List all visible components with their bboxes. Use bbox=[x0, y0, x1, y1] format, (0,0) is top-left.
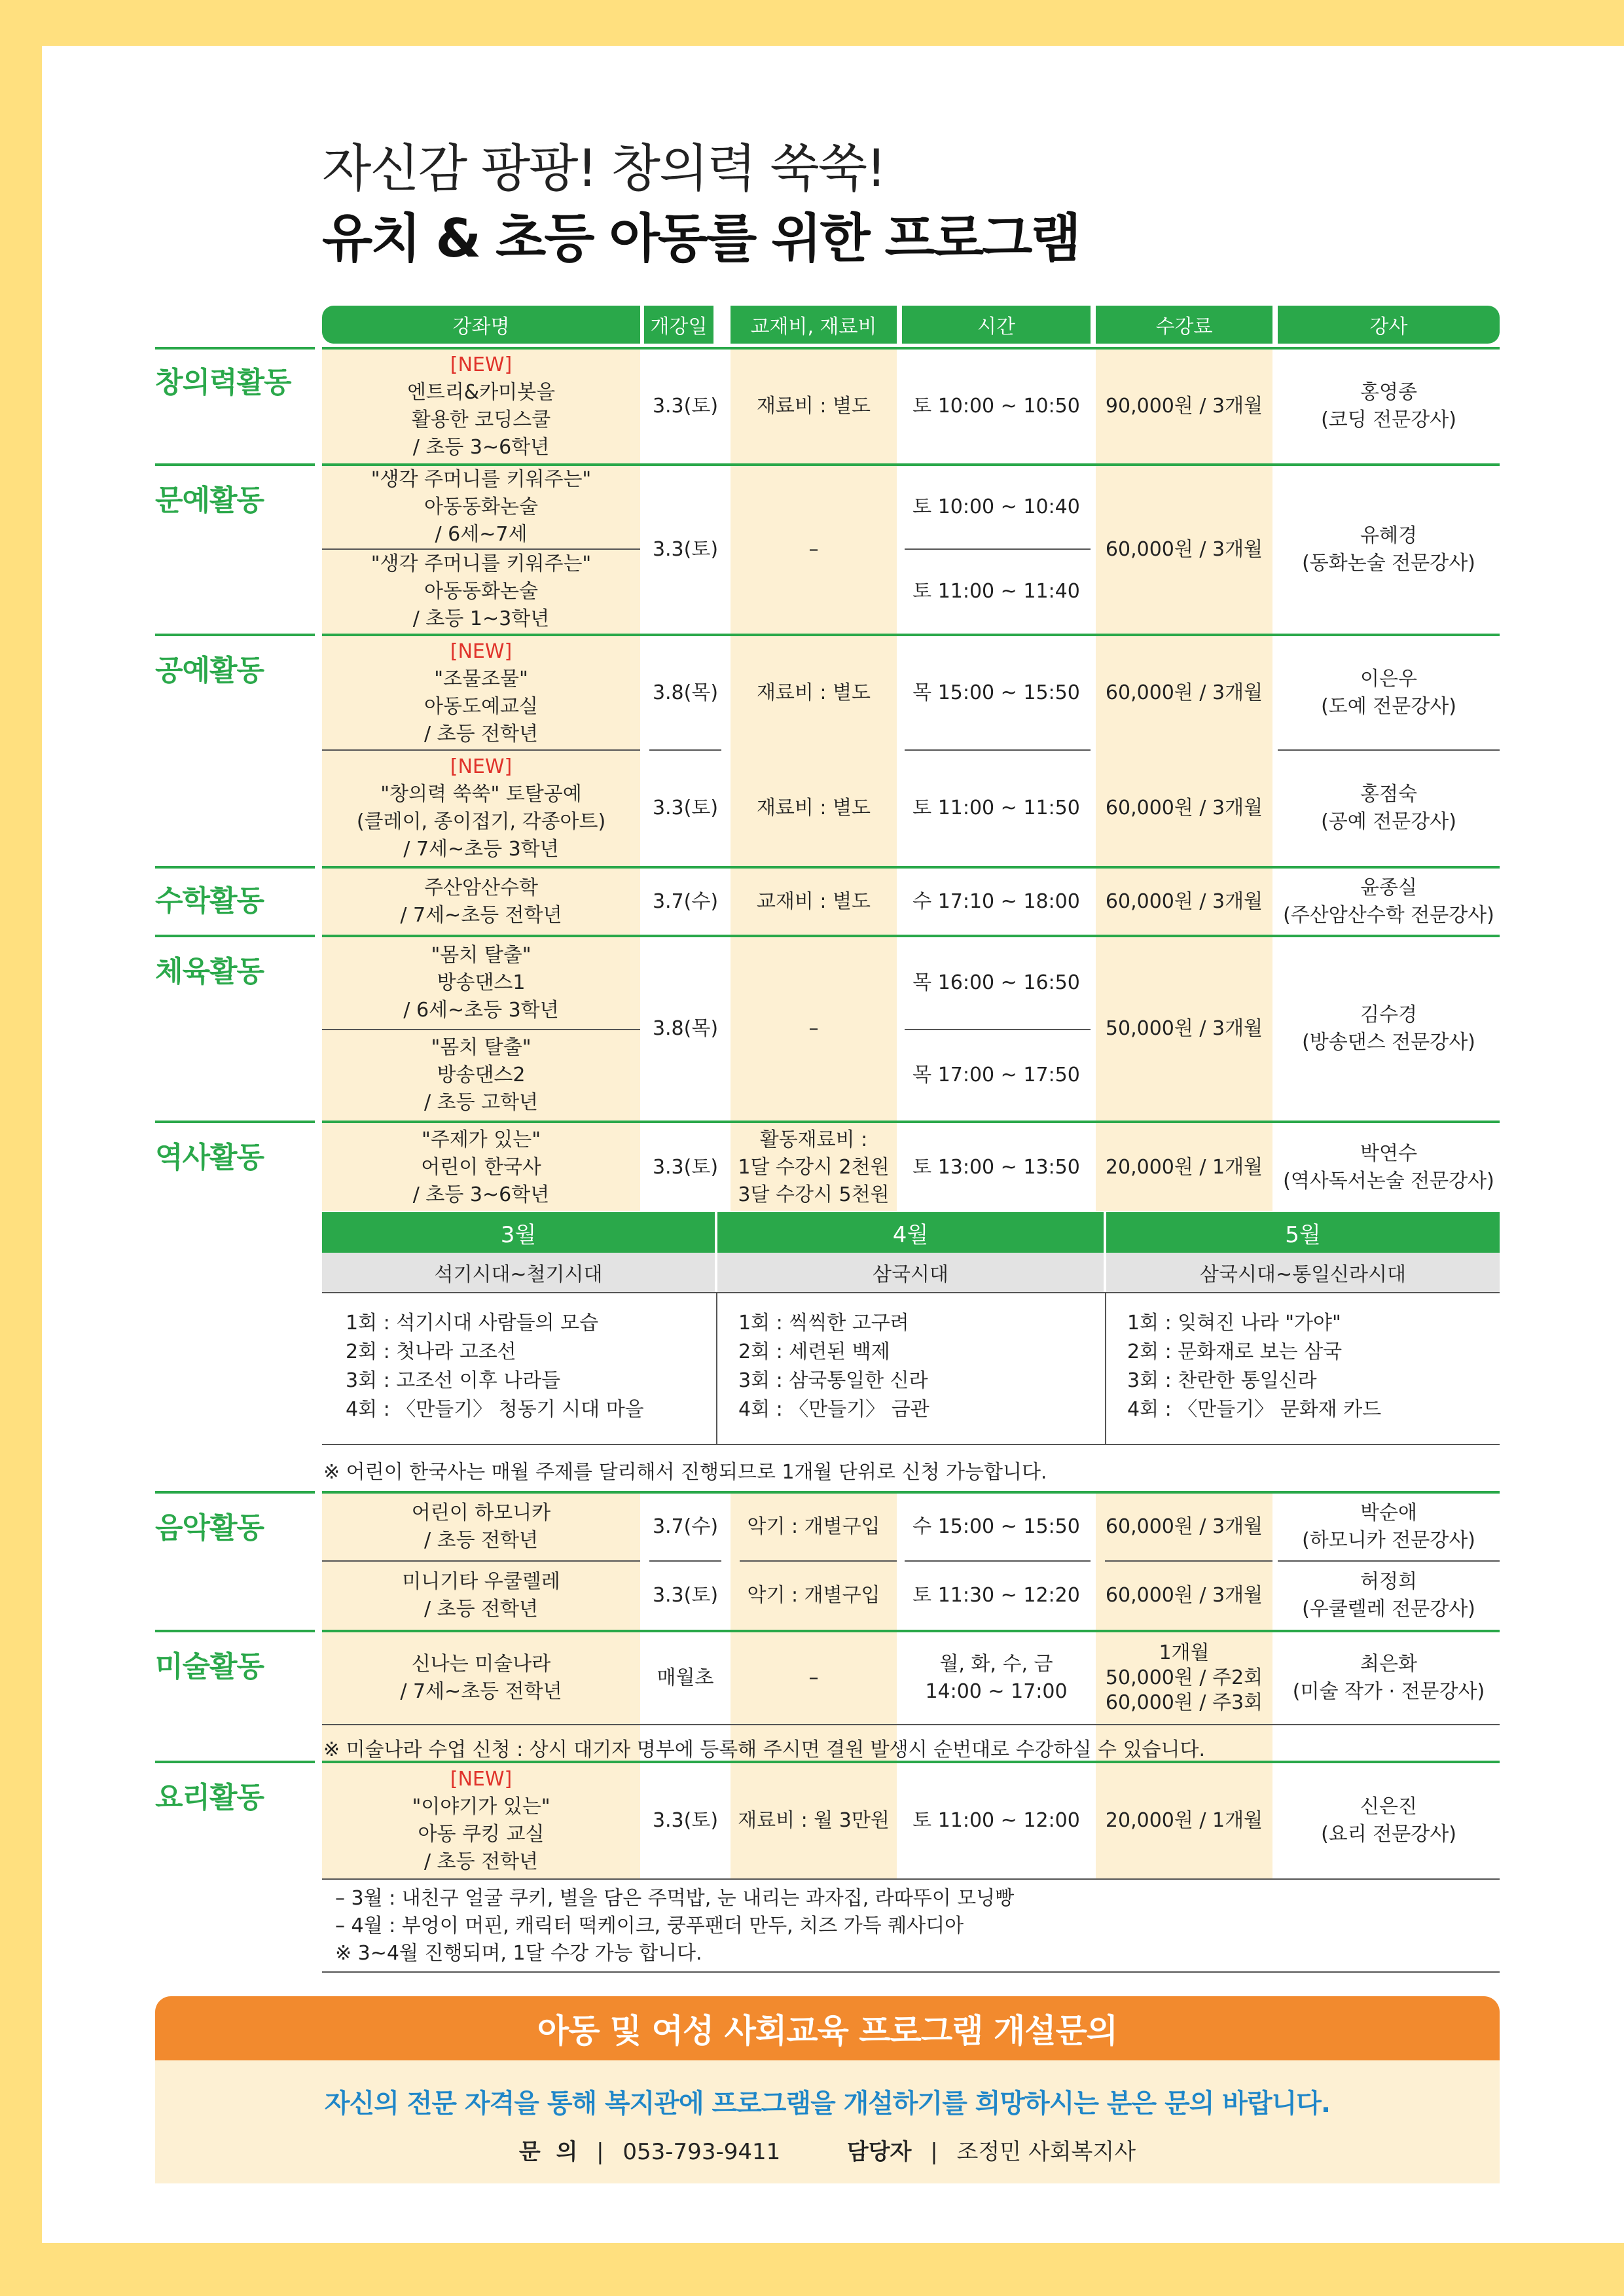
tuition: 90,000원 / 3개월 bbox=[1105, 395, 1263, 418]
teacher-name: 홍영종 bbox=[1360, 381, 1417, 404]
class-time: 토 10:00 ~ 10:40 bbox=[912, 495, 1080, 518]
course-title: (클레이, 종이접기, 각종아트) bbox=[356, 810, 606, 833]
course-title: 아동동화논술 bbox=[424, 495, 538, 518]
teacher bbox=[1278, 1123, 1500, 1212]
category-rule bbox=[155, 935, 315, 937]
course-title: "몸치 탈출" bbox=[431, 944, 532, 967]
teacher-role: (코딩 전문강사) bbox=[1321, 408, 1456, 431]
start-date: 3.7(수) bbox=[652, 1515, 719, 1538]
month-april: 4월 bbox=[717, 1212, 1104, 1253]
course-name bbox=[322, 751, 640, 866]
course-title: 엔트리&카미봇을 bbox=[406, 381, 556, 404]
class-time: 목 17:00 ~ 17:50 bbox=[912, 1064, 1080, 1086]
start-date: 3.3(토) bbox=[652, 1156, 719, 1179]
list-item: 1회 : 잊혀진 나라 "가야" bbox=[1127, 1312, 1341, 1335]
list-item: 2회 : 문화재로 보는 삼국 bbox=[1127, 1340, 1343, 1363]
category-music: 음악활동 bbox=[155, 1511, 264, 1545]
teacher-name: 박연수 bbox=[1360, 1142, 1417, 1165]
teacher bbox=[1278, 937, 1500, 1121]
header-start: 개강일 bbox=[644, 306, 713, 344]
material-fee: 교재비 : 별도 bbox=[756, 889, 871, 913]
list-item: 2회 : 세련된 백제 bbox=[738, 1340, 890, 1363]
era-may: 삼국시대~통일신라시대 bbox=[1106, 1253, 1500, 1292]
title-line2: 유치 & 초등 아동를 위한 프로그램 bbox=[322, 208, 1079, 269]
contact-banner: 아동 및 여성 사회교육 프로그램 개설문의 bbox=[155, 1996, 1500, 2060]
course-title: "이야기가 있는" bbox=[412, 1795, 550, 1818]
material-line: 3달 수강시 5천원 bbox=[738, 1183, 890, 1206]
class-time: 토 13:00 ~ 13:50 bbox=[912, 1156, 1080, 1179]
list-item: 3회 : 삼국통일한 신라 bbox=[738, 1369, 928, 1392]
category-rule bbox=[155, 1761, 315, 1763]
era-march: 석기시대~철기시대 bbox=[322, 1253, 715, 1292]
material-fee: 재료비 : 별도 bbox=[756, 681, 871, 704]
material-fee: 악기 : 개별구입 bbox=[747, 1515, 880, 1538]
class-time: 토 10:00 ~ 10:50 bbox=[912, 395, 1080, 418]
contact-message: 자신의 전문 자격을 통해 복지관에 프로그램을 개설하기를 희망하시는 분은 문의 바랍니다. bbox=[324, 2089, 1331, 2119]
start-date: 3.3(토) bbox=[652, 797, 719, 819]
art-note: ※ 미술나라 수업 신청 : 상시 대기자 명부에 등록해 주시면 결원 발생시 순번대로 수강하실 수 있습니다. bbox=[323, 1738, 1206, 1761]
list-item: ※ 3~4월 진행되며, 1달 수강 가능 합니다. bbox=[335, 1942, 702, 1965]
course-target: / 7세~초등 전학년 bbox=[400, 1680, 562, 1703]
teacher bbox=[1278, 1763, 1500, 1878]
tuition: 60,000원 / 3개월 bbox=[1105, 681, 1263, 704]
class-time: 토 11:00 ~ 12:00 bbox=[912, 1809, 1080, 1832]
teacher-role: (요리 전문강사) bbox=[1321, 1823, 1456, 1846]
plan-column-divider bbox=[1105, 1292, 1106, 1444]
plan-divider bbox=[322, 1444, 1500, 1445]
course-title: 어린이 하모니카 bbox=[411, 1501, 551, 1524]
course-title: 아동동화논술 bbox=[424, 580, 538, 603]
teacher-name: 신은진 bbox=[1360, 1795, 1417, 1818]
list-item: 3회 : 고조선 이후 나라들 bbox=[346, 1369, 561, 1392]
new-badge: [NEW] bbox=[450, 755, 513, 778]
teacher-role: (주산암산수학 전문강사) bbox=[1283, 903, 1494, 927]
teacher bbox=[1278, 466, 1500, 634]
category-rule bbox=[155, 634, 315, 636]
category-rule bbox=[155, 866, 315, 869]
category-rule bbox=[155, 1630, 315, 1632]
teacher bbox=[1278, 636, 1500, 749]
course-title: "조물조물" bbox=[434, 667, 528, 691]
course-name bbox=[322, 869, 640, 935]
tuition: 60,000원 / 3개월 bbox=[1105, 1515, 1263, 1538]
course-target: / 7세~초등 전학년 bbox=[400, 903, 562, 927]
course-name bbox=[322, 1562, 640, 1630]
class-time: 토 11:00 ~ 11:50 bbox=[912, 797, 1080, 819]
row-divider bbox=[322, 1878, 1500, 1880]
course-name bbox=[322, 550, 640, 634]
teacher-name: 허정희 bbox=[1360, 1570, 1417, 1593]
course-title: "생각 주머니를 키워주는" bbox=[370, 468, 592, 491]
course-title: "몸치 탈출" bbox=[431, 1036, 532, 1059]
start-date: 3.8(목) bbox=[652, 681, 719, 704]
tuition-line: 50,000원 / 주2회 bbox=[1105, 1666, 1263, 1689]
teacher-name: 최은화 bbox=[1360, 1653, 1417, 1676]
plan-column-divider bbox=[716, 1292, 717, 1444]
tuition: 20,000원 / 1개월 bbox=[1105, 1809, 1263, 1832]
teacher bbox=[1278, 350, 1500, 463]
tuition: 60,000원 / 3개월 bbox=[1105, 797, 1263, 819]
row-divider bbox=[322, 1971, 1500, 1973]
start-date: 3.3(토) bbox=[652, 1809, 719, 1832]
class-days: 월, 화, 수, 금 bbox=[939, 1653, 1053, 1676]
course-title: 활용한 코딩스쿨 bbox=[411, 408, 551, 431]
course-title: "생각 주머니를 키워주는" bbox=[370, 552, 592, 575]
category-sports: 체육활동 bbox=[155, 955, 264, 988]
teacher bbox=[1278, 1494, 1500, 1560]
course-target: / 초등 고학년 bbox=[424, 1091, 539, 1114]
category-rule bbox=[155, 347, 315, 350]
course-target: / 초등 3~6학년 bbox=[412, 1183, 550, 1206]
start-date: 3.7(수) bbox=[652, 889, 719, 913]
manager-name: 조정민 사회복지사 bbox=[956, 2139, 1136, 2165]
list-item: 4회 : 〈만들기〉 청동기 시대 마을 bbox=[346, 1398, 644, 1421]
class-time: 수 15:00 ~ 15:50 bbox=[912, 1515, 1080, 1538]
teacher-name: 유혜경 bbox=[1360, 524, 1417, 547]
plan-list-april bbox=[738, 1309, 929, 1424]
course-target: / 초등 전학년 bbox=[424, 1598, 539, 1621]
tuition: 60,000원 / 3개월 bbox=[1105, 889, 1263, 913]
new-badge: [NEW] bbox=[450, 639, 513, 663]
tuition: 50,000원 / 3개월 bbox=[1105, 1017, 1263, 1040]
material-fee: 재료비 : 월 3만원 bbox=[738, 1809, 890, 1832]
category-rule bbox=[155, 463, 315, 466]
teacher-name: 이은우 bbox=[1360, 667, 1417, 691]
course-name bbox=[322, 1632, 640, 1724]
month-march: 3월 bbox=[322, 1212, 715, 1253]
era-april: 삼국시대 bbox=[717, 1253, 1104, 1292]
course-name bbox=[322, 350, 640, 463]
tuition: 60,000원 / 3개월 bbox=[1105, 1584, 1263, 1607]
contact-label: 문 의 bbox=[518, 2139, 578, 2165]
tuition bbox=[1096, 1632, 1272, 1724]
manager-label: 담당자 bbox=[846, 2139, 912, 2165]
new-badge: [NEW] bbox=[450, 1768, 513, 1791]
material-fee: – bbox=[808, 1666, 819, 1689]
class-time: 목 15:00 ~ 15:50 bbox=[912, 681, 1080, 704]
teacher-role: (하모니카 전문강사) bbox=[1302, 1529, 1475, 1552]
course-title: 방송댄스2 bbox=[437, 1064, 526, 1086]
start-date: 매월초 bbox=[657, 1666, 714, 1689]
plan-list-march bbox=[346, 1309, 644, 1424]
tuition-line: 60,000원 / 주3회 bbox=[1105, 1691, 1263, 1714]
course-target: / 7세~초등 3학년 bbox=[403, 838, 559, 861]
contact-line: 문 의 | 053-793-9411 담당자 | 조정민 사회복지사 bbox=[518, 2139, 1136, 2165]
new-badge: [NEW] bbox=[450, 353, 513, 376]
category-literature: 문예활동 bbox=[155, 484, 264, 517]
material-fee: 악기 : 개별구입 bbox=[747, 1584, 880, 1607]
course-target: / 6세~7세 bbox=[435, 523, 528, 546]
header-teacher: 강사 bbox=[1278, 306, 1500, 344]
category-art: 미술활동 bbox=[155, 1650, 264, 1683]
course-target: / 초등 전학년 bbox=[424, 1529, 539, 1552]
material-fee: 재료비 : 별도 bbox=[756, 797, 871, 819]
month-may: 5월 bbox=[1106, 1212, 1500, 1253]
teacher-role: (동화논술 전문강사) bbox=[1302, 552, 1475, 575]
course-target: / 초등 3~6학년 bbox=[412, 436, 550, 459]
plan-divider bbox=[322, 1292, 1500, 1293]
row-divider bbox=[322, 1724, 1500, 1725]
teacher-role: (역사독서논술 전문강사) bbox=[1283, 1170, 1494, 1193]
history-note: ※ 어린이 한국사는 매월 주제를 달리해서 진행되므로 1개월 단위로 신청 가능합니다. bbox=[323, 1461, 1047, 1484]
material-fee: – bbox=[808, 1017, 819, 1040]
header-time: 시간 bbox=[902, 306, 1091, 344]
header-material: 교재비, 재료비 bbox=[731, 306, 897, 344]
start-date: 3.3(토) bbox=[652, 395, 719, 418]
teacher-role: (공예 전문강사) bbox=[1321, 810, 1456, 833]
list-item: 2회 : 첫나라 고조선 bbox=[346, 1340, 516, 1363]
class-time bbox=[902, 1632, 1091, 1724]
teacher-name: 홍점숙 bbox=[1360, 783, 1417, 806]
teacher bbox=[1278, 1562, 1500, 1630]
teacher-role: (방송댄스 전문강사) bbox=[1302, 1031, 1475, 1054]
course-name bbox=[322, 937, 640, 1029]
course-title: 주산암산수학 bbox=[424, 876, 538, 899]
class-time: 토 11:30 ~ 12:20 bbox=[912, 1584, 1080, 1607]
course-title: 아동 쿠킹 교실 bbox=[418, 1823, 545, 1846]
material-line: 1달 수강시 2천원 bbox=[738, 1156, 890, 1179]
list-item: – 4월 : 부엉이 머핀, 캐릭터 떡케이크, 쿵푸팬더 만두, 치즈 가득 퀘사디아 bbox=[335, 1914, 964, 1937]
course-title: 방송댄스1 bbox=[437, 971, 526, 994]
category-history: 역사활동 bbox=[155, 1141, 264, 1174]
teacher-name: 박순애 bbox=[1360, 1501, 1417, 1524]
title-line1: 자신감 팡팡! 창의력 쑥쑥! bbox=[322, 139, 886, 198]
class-time: 목 16:00 ~ 16:50 bbox=[912, 971, 1080, 994]
class-hours: 14:00 ~ 17:00 bbox=[925, 1680, 1068, 1703]
course-target: / 초등 전학년 bbox=[424, 1850, 539, 1873]
teacher-role: (도예 전문강사) bbox=[1321, 694, 1456, 718]
teacher bbox=[1278, 869, 1500, 935]
material-line: 활동재료비 : bbox=[759, 1128, 868, 1151]
teacher-name: 윤종실 bbox=[1360, 876, 1417, 899]
list-item: 4회 : 〈만들기〉 문화재 카드 bbox=[1127, 1398, 1382, 1421]
material-fee: 재료비 : 별도 bbox=[756, 395, 871, 418]
class-time: 수 17:10 ~ 18:00 bbox=[912, 889, 1080, 913]
course-name bbox=[322, 1494, 640, 1560]
category-crafts: 공예활동 bbox=[155, 654, 264, 687]
course-name bbox=[322, 1763, 640, 1878]
course-title: "창의력 쑥쑥" 토탈공예 bbox=[380, 783, 582, 806]
course-title: 아동도예교실 bbox=[424, 694, 538, 718]
start-date: 3.3(토) bbox=[652, 538, 719, 561]
teacher-role: (우쿨렐레 전문강사) bbox=[1302, 1598, 1475, 1621]
list-item: 1회 : 씩씩한 고구려 bbox=[738, 1312, 909, 1335]
list-item: – 3월 : 내친구 얼굴 쿠키, 별을 담은 주먹밥, 눈 내리는 과자집, 라따뚜이 모닝빵 bbox=[335, 1887, 1015, 1910]
teacher bbox=[1278, 751, 1500, 866]
course-name bbox=[322, 466, 640, 548]
course-title: 신나는 미술나라 bbox=[411, 1653, 551, 1676]
category-math: 수학활동 bbox=[155, 884, 264, 918]
teacher-name: 김수경 bbox=[1360, 1003, 1417, 1026]
course-name bbox=[322, 636, 640, 749]
course-title: "주제가 있는" bbox=[421, 1128, 541, 1151]
teacher-role: (미술 작가 · 전문강사) bbox=[1292, 1680, 1485, 1703]
course-target: / 초등 전학년 bbox=[424, 722, 539, 745]
teacher bbox=[1278, 1632, 1500, 1724]
list-item: 3회 : 찬란한 통일신라 bbox=[1127, 1369, 1317, 1392]
course-name bbox=[322, 1030, 640, 1121]
class-time: 토 11:00 ~ 11:40 bbox=[912, 580, 1080, 603]
category-rule bbox=[155, 1491, 315, 1494]
tuition: 60,000원 / 3개월 bbox=[1105, 538, 1263, 561]
header-fee: 수강료 bbox=[1096, 306, 1272, 344]
course-target: / 초등 1~3학년 bbox=[412, 607, 550, 630]
tuition: 20,000원 / 1개월 bbox=[1105, 1156, 1263, 1179]
material-fee: – bbox=[808, 538, 819, 561]
course-name bbox=[322, 1123, 640, 1212]
plan-list-may bbox=[1127, 1309, 1381, 1424]
category-creativity: 창의력활동 bbox=[155, 366, 291, 399]
header-course: 강좌명 bbox=[322, 306, 640, 344]
start-date: 3.3(토) bbox=[652, 1584, 719, 1607]
list-item: 1회 : 석기시대 사람들의 모습 bbox=[346, 1312, 599, 1335]
category-rule bbox=[155, 1121, 315, 1123]
course-title: 미니기타 우쿨렐레 bbox=[402, 1570, 560, 1593]
course-target: / 6세~초등 3학년 bbox=[403, 999, 559, 1022]
course-title: 어린이 한국사 bbox=[421, 1156, 541, 1179]
tuition-line: 1개월 bbox=[1159, 1641, 1210, 1664]
material-fee bbox=[731, 1123, 897, 1212]
contact-phone[interactable]: 053-793-9411 bbox=[623, 2139, 781, 2165]
contact-box bbox=[155, 2060, 1500, 2183]
cooking-notes bbox=[335, 1885, 1014, 1967]
list-item: 4회 : 〈만들기〉 금관 bbox=[738, 1398, 929, 1421]
category-cooking: 요리활동 bbox=[155, 1781, 264, 1814]
start-date: 3.8(목) bbox=[652, 1017, 719, 1040]
